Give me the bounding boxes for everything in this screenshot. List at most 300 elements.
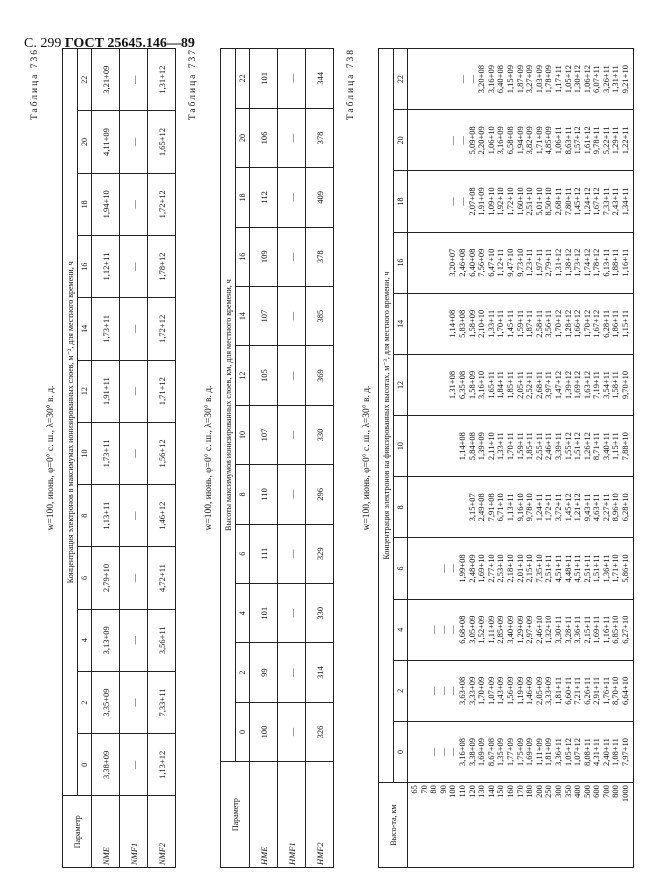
table-cell: 1,08+11	[610, 738, 621, 766]
table-cell: 4,48+11	[562, 554, 573, 583]
table-738-label: Таблица 738	[346, 48, 356, 121]
table-cell: 1,15+11	[610, 432, 621, 461]
table-cell: —	[278, 346, 306, 405]
table-cell: 1,57+12	[572, 126, 583, 155]
table-cell: 4,63+11	[591, 493, 602, 522]
table-cell: —	[120, 360, 148, 422]
hour-header: 20	[394, 110, 408, 171]
hour-header: 6	[78, 547, 92, 609]
param-name: NME	[92, 796, 120, 868]
table-cell: 3,38+09	[92, 734, 120, 796]
table-cell: 1,60+10	[514, 187, 525, 216]
hour-header: 0	[236, 702, 250, 761]
table-cell: 1,06+10	[485, 126, 496, 155]
table-cell: 1,65+12	[148, 111, 176, 173]
table-cell: 1,12+11	[495, 248, 506, 277]
value-column	[408, 354, 634, 415]
table-cell: 1,78+12	[148, 235, 176, 297]
table-cell: 2,05+09	[533, 676, 544, 705]
rotated-content	[30, 48, 646, 868]
table-cell: 7,35+10	[533, 554, 544, 583]
table-cell: 1,76+11	[600, 676, 611, 705]
height-value: 700	[600, 785, 611, 798]
table-cell: —	[278, 49, 306, 109]
table-cell: 2,51+11	[581, 554, 592, 583]
table-cell: 2,91+11	[591, 676, 602, 705]
table-row	[120, 49, 148, 868]
table-cell: 1,12+11	[92, 235, 120, 297]
table-cell: 7,19+11	[591, 371, 602, 399]
table-cell: 2,52+11	[524, 371, 535, 399]
table-cell: 2,01+10	[514, 554, 525, 583]
table-cell: 1,87+09	[514, 65, 525, 94]
table-cell: —	[456, 197, 467, 206]
height-value: 70	[418, 785, 429, 794]
table-cell: 6,71+10	[495, 493, 506, 522]
hour-header: 4	[78, 609, 92, 671]
table-cell: 1,70+12	[552, 309, 563, 338]
hour-header: 16	[236, 227, 250, 286]
table-cell: —	[456, 74, 467, 84]
table-cell: 1,63+12	[581, 370, 592, 400]
table-cell: 99	[250, 643, 278, 702]
table-cell: 6,40+08	[466, 248, 477, 277]
value-column	[408, 110, 634, 171]
table-cell: 1,30+12	[572, 65, 583, 94]
table-cell: 1,72+10	[504, 187, 515, 216]
table-cell: 1,85+11	[504, 371, 515, 399]
table-cell: 1,38+12	[562, 248, 573, 277]
table-cell: —	[278, 643, 306, 702]
table-cell: 3,40+11	[600, 432, 611, 461]
table-cell: 2,15+11	[581, 615, 592, 644]
table-cell: 6,13+11	[600, 248, 611, 277]
table-cell: 7,80+11	[562, 187, 573, 216]
table-cell: 1,59+11	[514, 432, 525, 461]
table-cell: 1,33+11	[495, 432, 506, 461]
height-value: 500	[581, 785, 592, 798]
table-cell: —	[437, 686, 448, 696]
hour-header: 10	[78, 422, 92, 484]
height-value: 150	[495, 785, 506, 798]
table-736-subcaption: Концентрация электронов в максимумах ионизированных слоев, м⁻³, для местного времени, ч	[63, 49, 78, 796]
table-cell: 9,47+10	[504, 248, 515, 277]
table-cell: 6,47+10	[485, 248, 496, 277]
table-cell: 3,54+11	[600, 371, 611, 399]
value-column	[408, 721, 634, 782]
table-row	[278, 49, 306, 868]
table-cell: 1,73+11	[92, 422, 120, 484]
table-cell: 1,39+12	[562, 370, 573, 400]
table-cell: 1,92+10	[495, 187, 506, 216]
hour-header: 18	[394, 171, 408, 232]
table-cell: 2,46+08	[456, 248, 467, 277]
table-cell: 1,59+11	[514, 309, 525, 338]
table-cell: 2,85+09	[495, 615, 506, 644]
table-cell: 1,36+11	[600, 554, 611, 583]
height-value: 350	[562, 785, 573, 798]
table-cell: —	[278, 465, 306, 524]
table-cell: 107	[250, 405, 278, 464]
table-cell: 106	[250, 108, 278, 167]
table-cell: 1,70+09	[476, 676, 487, 705]
table-cell: 112	[250, 168, 278, 227]
table-cell: —	[120, 49, 148, 111]
table-cell: 6,58+08	[504, 126, 515, 155]
hour-header: 2	[78, 671, 92, 733]
param-name: NMF1	[120, 796, 148, 868]
table-cell: 3,30+11	[552, 615, 563, 644]
table-cell: 1,31+12	[552, 248, 563, 277]
table-cell: —	[428, 625, 439, 634]
table-cell: 1,19+09	[514, 676, 525, 705]
table-cell: 378	[306, 108, 334, 167]
table-cell: 1,24+12	[581, 187, 592, 216]
table-cell: 3,56+11	[543, 309, 554, 338]
table-cell: 1,58+11	[610, 371, 621, 399]
table-738-caption: w=100, июнь, φ=0° с. ш., λ=30° в. д.	[362, 385, 372, 531]
table-cell: 3,97+11	[543, 371, 554, 399]
table-736-caption: w=100, июнь, φ=0° с. ш., λ=30° в. д.	[46, 385, 56, 531]
table-cell: 8,50+10	[543, 187, 554, 216]
table-cell: 1,16+11	[600, 615, 611, 644]
table-cell: 2,40+11	[600, 738, 611, 766]
hour-header: 0	[78, 734, 92, 796]
table-cell: 326	[306, 702, 334, 761]
table-cell: 1,29+11	[610, 126, 621, 155]
table-cell: 3,26+11	[600, 65, 611, 94]
table-cell: —	[278, 286, 306, 345]
table-cell: 4,31+11	[591, 738, 602, 766]
table-cell: —	[278, 405, 306, 464]
table-cell: 2,46+11	[543, 432, 554, 461]
table-cell: 8,08+11	[581, 738, 592, 766]
table-cell: 1,15+11	[620, 309, 631, 338]
table-cell: 2,46+10	[533, 615, 544, 644]
table-cell: 1,11+09	[485, 615, 496, 644]
table-cell: —	[437, 625, 448, 634]
table-cell: 1,74+12	[581, 248, 592, 277]
table-cell: 1,33+11	[485, 309, 496, 338]
table-cell: —	[120, 298, 148, 360]
table-cell: 1,71+12	[148, 360, 176, 422]
table-738-block	[346, 48, 634, 868]
value-column	[408, 477, 634, 538]
table-737-caption: w=100, июнь, φ=0° с. ш., λ=30° в. д.	[204, 385, 214, 531]
table-cell: 9,78+11	[591, 126, 602, 155]
height-value: 800	[610, 785, 621, 798]
table-cell: 1,31+11	[610, 65, 621, 94]
table-cell: 7,97+10	[620, 737, 631, 767]
table-cell: 6,40+08	[495, 65, 506, 94]
table-cell: 1,71+09	[533, 126, 544, 155]
table-cell: 1,97+11	[533, 248, 544, 277]
table-cell: 3,20+07	[447, 248, 458, 277]
table-cell: 8,70+10	[610, 676, 621, 705]
table-736	[62, 48, 176, 868]
table-cell: 1,58+09	[466, 309, 477, 338]
param-header: Параметр	[221, 762, 250, 868]
hour-header: 14	[394, 293, 408, 354]
table-cell: 1,11+09	[533, 738, 544, 766]
table-cell: 3,82+09	[524, 126, 535, 155]
hour-header: 14	[236, 286, 250, 345]
table-cell: 1,73+11	[92, 298, 120, 360]
table-cell: 1,81+11	[552, 676, 563, 705]
hour-header: 22	[394, 49, 408, 110]
table-cell: 3,36+11	[572, 615, 583, 644]
table-cell: 1,65+11	[485, 371, 496, 399]
table-737-block	[188, 48, 334, 868]
table-cell: 1,06+11	[552, 126, 563, 155]
height-header: Высо-та, км	[379, 783, 408, 868]
table-cell: 8,67+08	[485, 737, 496, 767]
table-cell: 2,68+11	[533, 371, 544, 399]
table-cell: 2,27+11	[600, 493, 611, 522]
height-value: 160	[504, 785, 515, 798]
table-cell: —	[437, 564, 448, 573]
table-cell: 1,56+12	[148, 422, 176, 484]
table-cell: 2,51+11	[543, 554, 554, 583]
table-cell: 1,72+12	[148, 298, 176, 360]
table-cell: 329	[306, 524, 334, 583]
table-cell: 1,32+10	[543, 615, 554, 644]
height-value: 120	[466, 785, 477, 798]
param-name: NMF2	[148, 796, 176, 868]
table-cell: 5,86+10	[620, 554, 631, 583]
table-cell: 3,33+09	[543, 676, 554, 705]
table-row	[250, 49, 278, 868]
table-cell: 7,91+08	[485, 493, 496, 522]
table-cell: 1,35+09	[495, 737, 506, 767]
table-738	[378, 48, 634, 868]
value-column	[408, 232, 634, 293]
hour-header: 2	[236, 643, 250, 702]
table-cell: 1,39+09	[476, 432, 487, 461]
table-cell: 5,83+08	[456, 309, 467, 338]
table-cell: 409	[306, 168, 334, 227]
table-cell: 1,55+12	[562, 432, 573, 461]
table-cell: 2,49+08	[476, 493, 487, 522]
table-cell: 4,51+11	[552, 554, 563, 583]
table-cell: 1,15+09	[504, 65, 515, 94]
table-cell: 7,33+11	[600, 187, 611, 216]
hour-header: 14	[78, 298, 92, 360]
table-cell: —	[447, 197, 458, 206]
table-cell: 1,71+10	[610, 554, 621, 583]
height-value: 250	[543, 785, 554, 798]
table-cell: 109	[250, 227, 278, 286]
table-cell: 8,96+10	[610, 493, 621, 522]
param-name: HMF1	[278, 762, 306, 868]
table-cell: 3,72+11	[552, 493, 563, 522]
table-cell: 1,34+11	[620, 187, 631, 216]
hour-header: 0	[394, 721, 408, 782]
table-cell: 5,22+11	[600, 126, 611, 155]
table-cell: 3,38+09	[466, 737, 477, 767]
height-value: 1000	[620, 785, 631, 803]
table-cell: —	[120, 485, 148, 547]
table-cell: —	[120, 111, 148, 173]
table-cell: 3,20+08	[476, 65, 487, 94]
table-cell: 3,56+11	[148, 609, 176, 671]
table-cell: 6,68+08	[456, 615, 467, 644]
hour-header: 20	[236, 108, 250, 167]
table-cell: 3,16+10	[476, 370, 487, 400]
table-cell: 9,73+10	[514, 248, 525, 277]
table-cell: 1,69+10	[476, 554, 487, 583]
table-cell: 3,40+09	[504, 615, 515, 644]
height-value: 170	[514, 785, 525, 798]
table-cell: 1,81+09	[543, 737, 554, 767]
table-cell: 1,47+12	[552, 370, 563, 400]
hour-header: 4	[236, 583, 250, 642]
table-cell: 2,55+11	[533, 432, 544, 461]
table-cell: —	[447, 747, 458, 757]
table-cell: —	[120, 547, 148, 609]
table-cell: 100	[250, 702, 278, 761]
table-cell: 1,73+12	[572, 248, 583, 277]
table-cell: —	[278, 108, 306, 167]
table-cell: 1,31+12	[148, 49, 176, 111]
height-value: 400	[572, 785, 583, 798]
table-cell: 1,91+09	[476, 187, 487, 216]
table-cell: —	[447, 564, 458, 573]
table-cell: 1,75+09	[514, 737, 525, 767]
table-cell: 6,27+10	[620, 615, 631, 644]
table-737	[220, 48, 334, 868]
table-cell: 1,16+11	[620, 248, 631, 277]
hour-header: 8	[236, 465, 250, 524]
height-value: 180	[524, 785, 535, 798]
table-cell: 378	[306, 227, 334, 286]
table-cell: 6,28+11	[600, 309, 611, 338]
table-cell: 369	[306, 346, 334, 405]
table-cell: 3,36+11	[552, 738, 563, 766]
table-cell: —	[278, 583, 306, 642]
table-cell: 1,58+09	[466, 370, 477, 400]
table-cell: —	[428, 747, 439, 757]
table-cell: 101	[250, 583, 278, 642]
table-737-subcaption: Высоты максимумов ионизированных слоев, км, для местного времени, ч	[221, 49, 236, 762]
table-cell: 6,60+11	[562, 676, 573, 705]
table-cell: 2,18+10	[504, 554, 515, 583]
table-cell: 6,64+10	[620, 676, 631, 705]
table-cell: 1,05+12	[562, 65, 573, 94]
table-cell: 2,68+11	[552, 187, 563, 216]
table-cell: 1,07+09	[485, 676, 496, 705]
table-cell: 3,13+09	[92, 609, 120, 671]
table-cell: 2,53+10	[495, 554, 506, 583]
value-column	[408, 599, 634, 660]
table-cell: —	[120, 173, 148, 235]
table-cell: 1,05+12	[562, 737, 573, 767]
height-value: 65	[409, 785, 419, 794]
table-cell: 1,69+11	[591, 615, 602, 644]
value-column	[408, 49, 634, 110]
table-cell: 5,09+08	[466, 126, 477, 155]
height-value: 140	[485, 785, 496, 798]
table-cell: 1,69+12	[572, 370, 583, 400]
table-cell: 1,91+11	[92, 360, 120, 422]
table-cell: 3,35+09	[92, 671, 120, 733]
height-value: 100	[447, 785, 458, 798]
table-cell: 1,45+11	[504, 309, 515, 338]
table-cell: 3,28+11	[562, 615, 573, 644]
table-cell: 2,15+10	[524, 554, 535, 583]
table-cell: 9,43+11	[581, 493, 592, 522]
table-cell: 2,07+08	[466, 187, 477, 216]
hour-header: 16	[394, 232, 408, 293]
table-cell: 3,16+09	[485, 65, 496, 94]
hour-header: 6	[236, 524, 250, 583]
table-738-subcaption: Концентрация электронов на фиксированных высотах, м⁻³, для местного времени, ч	[379, 49, 394, 783]
table-cell: 1,23+11	[524, 248, 535, 277]
table-cell: 107	[250, 286, 278, 345]
table-cell: 1,21+12	[572, 493, 583, 522]
table-cell: 2,48+09	[466, 554, 477, 583]
table-row	[148, 49, 176, 868]
table-cell: 3,15+07	[466, 493, 477, 522]
table-cell: 6,26+11	[581, 676, 592, 705]
height-value: 200	[533, 785, 544, 798]
table-cell: 1,51+12	[572, 432, 583, 461]
height-value: 110	[456, 785, 467, 798]
table-cell: 1,13+11	[504, 493, 515, 522]
table-cell: 1,70+11	[504, 432, 515, 461]
table-cell: —	[447, 686, 458, 696]
table-cell: 1,94+09	[514, 126, 525, 155]
param-name: HME	[250, 762, 278, 868]
table-cell: —	[447, 136, 458, 145]
table-cell: 1,09+10	[485, 187, 496, 216]
height-value: 80	[428, 785, 439, 794]
table-cell: —	[456, 136, 467, 145]
table-cell: —	[120, 671, 148, 733]
table-737-label: Таблица 737	[188, 48, 198, 121]
table-cell: 1,85+11	[524, 432, 535, 461]
table-cell: —	[120, 609, 148, 671]
table-cell: 3,16+09	[495, 126, 506, 155]
table-cell: —	[278, 524, 306, 583]
table-cell: 1,94+10	[92, 173, 120, 235]
table-cell: 1,51+11	[591, 554, 602, 583]
table-cell: 9,78+10	[524, 493, 535, 522]
table-cell: 1,26+12	[581, 432, 592, 461]
hour-header: 4	[394, 599, 408, 660]
table-cell: 9,21+10	[620, 65, 631, 94]
height-value: 300	[552, 785, 563, 798]
table-cell: 1,84+11	[495, 371, 506, 399]
table-736-label: Таблица 736	[30, 48, 40, 121]
table-cell: —	[428, 686, 439, 696]
table-cell: —	[120, 235, 148, 297]
table-cell: 111	[250, 524, 278, 583]
table-cell: 1,07+12	[572, 737, 583, 767]
table-cell: 7,88+10	[620, 432, 631, 461]
table-cell: 1,61+12	[581, 126, 592, 155]
page-number: С. 299	[24, 36, 62, 51]
table-cell: 1,72+11	[543, 493, 554, 522]
table-cell: 7,56+09	[476, 248, 487, 277]
table-cell: 2,79+11	[543, 248, 554, 277]
value-column	[408, 293, 634, 354]
hour-header: 16	[78, 235, 92, 297]
table-cell: 1,70+11	[495, 309, 506, 338]
table-cell: 3,33+09	[466, 676, 477, 705]
table-cell: 1,67+12	[591, 309, 602, 338]
table-cell: 1,29+09	[514, 615, 525, 644]
